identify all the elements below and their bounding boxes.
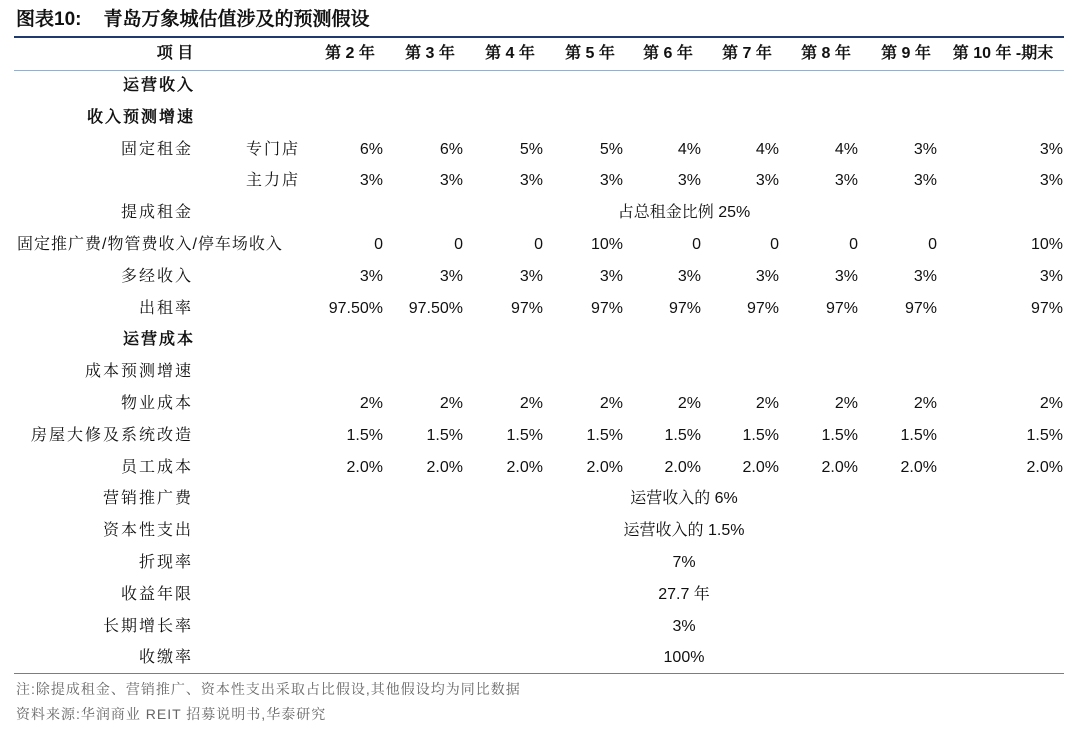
header-year-4: 第 4 年 xyxy=(485,45,535,62)
table-cell: 2.0% xyxy=(506,458,543,476)
table-cell: 3% xyxy=(1039,172,1063,190)
table-row-occupancy xyxy=(0,293,1080,325)
table-row-income-growth xyxy=(0,102,1080,134)
row-label: 固定推广费/物管费收入/停车场收入 xyxy=(17,236,283,253)
table-cell: 3% xyxy=(519,267,543,285)
table-cell: 97.50% xyxy=(408,299,463,317)
table-cell: 2% xyxy=(834,395,858,412)
table-cell: 2% xyxy=(439,395,463,412)
table-row-income-years xyxy=(0,579,1080,611)
table-cell: 97% xyxy=(668,299,701,317)
row-label: 物业成本 xyxy=(120,395,193,412)
table-cell: 3% xyxy=(677,267,701,285)
row-label: 提成租金 xyxy=(120,204,193,222)
table-row-capex xyxy=(0,515,1080,547)
row-label: 长期增长率 xyxy=(102,617,193,635)
merged-cell: 7% xyxy=(672,554,696,571)
table-cell: 2% xyxy=(599,395,623,412)
row-label: 折现率 xyxy=(138,554,193,571)
table-cell: 1.5% xyxy=(586,426,623,444)
merged-cell: 27.7 年 xyxy=(658,585,710,603)
bottom-rule xyxy=(14,673,1064,674)
table-cell: 1.5% xyxy=(664,426,701,444)
table-cell: 2% xyxy=(359,395,383,412)
table-cell: 3% xyxy=(439,172,463,190)
table-cell: 4% xyxy=(677,140,701,158)
header-year-5: 第 5 年 xyxy=(565,45,615,62)
table-cell: 97% xyxy=(510,299,543,317)
table-cell: 2.0% xyxy=(742,458,779,476)
footnote: 注:除提成租金、营销推广、资本性支出采取占比假设,其他假设均为同比数据 xyxy=(16,681,521,697)
merged-cell: 3% xyxy=(672,617,696,635)
row-label: 运营收入 xyxy=(122,77,195,94)
table-cell: 97% xyxy=(746,299,779,317)
table-cell: 4% xyxy=(834,140,858,158)
table-cell: 2% xyxy=(913,395,937,412)
table-cell: 0 xyxy=(849,236,858,253)
table-cell: 0 xyxy=(692,236,701,253)
row-label: 固定租金 xyxy=(120,140,193,158)
table-cell: 0 xyxy=(928,236,937,253)
header-year-10: 第 10 年 -期末 xyxy=(952,45,1054,62)
figure-label: 图表10: xyxy=(16,9,82,30)
table-cell: 3% xyxy=(755,172,779,190)
table-cell: 97% xyxy=(904,299,937,317)
table-cell: 2.0% xyxy=(426,458,463,476)
table-cell: 0 xyxy=(374,236,383,253)
header-year-3: 第 3 年 xyxy=(405,45,455,62)
table-cell: 3% xyxy=(1039,140,1063,158)
row-sublabel: 主力店 xyxy=(246,172,301,190)
table-cell: 3% xyxy=(599,267,623,285)
table-cell: 1.5% xyxy=(426,426,463,444)
table-cell: 2.0% xyxy=(346,458,383,476)
table-cell: 10% xyxy=(590,236,623,253)
row-label: 多经收入 xyxy=(120,267,193,285)
table-row-discount-rate xyxy=(0,547,1080,579)
table-row-op-income xyxy=(0,70,1080,102)
table-cell: 2.0% xyxy=(821,458,858,476)
header-year-9: 第 9 年 xyxy=(881,45,931,62)
table-row-fixed-promo xyxy=(0,229,1080,261)
table-cell: 97% xyxy=(825,299,858,317)
table-cell: 2.0% xyxy=(664,458,701,476)
table-cell: 97% xyxy=(590,299,623,317)
table-row-fixed-rent-specialty xyxy=(0,134,1080,166)
row-label: 房屋大修及系统改造 xyxy=(30,426,193,444)
table-cell: 2% xyxy=(519,395,543,412)
table-cell: 3% xyxy=(913,267,937,285)
row-label: 资本性支出 xyxy=(102,522,193,540)
table-cell: 6% xyxy=(359,140,383,158)
table-cell: 10% xyxy=(1030,236,1063,253)
table-cell: 3% xyxy=(913,140,937,158)
source-note: 资料来源:华润商业 REIT 招募说明书,华泰研究 xyxy=(16,706,327,722)
merged-cell: 运营收入的 1.5% xyxy=(623,522,745,540)
row-label: 收缴率 xyxy=(138,649,193,667)
table-row-fixed-rent-anchor xyxy=(0,165,1080,197)
table-cell: 4% xyxy=(755,140,779,158)
table-cell: 2.0% xyxy=(586,458,623,476)
header-year-8: 第 8 年 xyxy=(801,45,851,62)
table-cell: 2.0% xyxy=(900,458,937,476)
table-cell: 2% xyxy=(755,395,779,412)
table-header xyxy=(0,38,1080,70)
row-label: 营销推广费 xyxy=(102,490,193,508)
row-label: 收益年限 xyxy=(120,585,193,603)
row-sublabel: 专门店 xyxy=(246,140,301,158)
table-row-cost-growth xyxy=(0,356,1080,388)
figure-title-text: 青岛万象城估值涉及的预测假设 xyxy=(103,9,370,30)
table-cell: 1.5% xyxy=(346,426,383,444)
table-row-staff-cost xyxy=(0,452,1080,484)
row-label: 出租率 xyxy=(138,299,193,317)
table-row-diversified-income xyxy=(0,261,1080,293)
merged-cell: 100% xyxy=(663,649,705,667)
figure-title xyxy=(16,6,369,34)
table-cell: 0 xyxy=(534,236,543,253)
table-cell: 1.5% xyxy=(506,426,543,444)
table-row-marketing xyxy=(0,483,1080,515)
table-cell: 5% xyxy=(599,140,623,158)
table-cell: 3% xyxy=(359,267,383,285)
row-label: 成本预测增速 xyxy=(84,363,193,381)
table-cell: 2% xyxy=(1039,395,1063,412)
table-cell: 3% xyxy=(755,267,779,285)
table-row-op-cost xyxy=(0,324,1080,356)
table-cell: 3% xyxy=(1039,267,1063,285)
header-year-6: 第 6 年 xyxy=(643,45,693,62)
table-cell: 3% xyxy=(677,172,701,190)
table-cell: 2.0% xyxy=(1026,458,1063,476)
table-row-long-term-growth xyxy=(0,611,1080,643)
merged-cell: 占总租金比例 25% xyxy=(617,204,751,222)
table-cell: 6% xyxy=(439,140,463,158)
row-label: 员工成本 xyxy=(120,458,193,476)
table-cell: 3% xyxy=(913,172,937,190)
table-cell: 3% xyxy=(359,172,383,190)
table-cell: 5% xyxy=(519,140,543,158)
table-cell: 0 xyxy=(770,236,779,253)
table-cell: 1.5% xyxy=(900,426,937,444)
merged-cell: 运营收入的 6% xyxy=(630,490,738,508)
table-cell: 0 xyxy=(454,236,463,253)
table-cell: 2% xyxy=(677,395,701,412)
table-cell: 3% xyxy=(439,267,463,285)
table-cell: 97% xyxy=(1030,299,1063,317)
table-row-repair-cost xyxy=(0,420,1080,452)
table-cell: 3% xyxy=(834,172,858,190)
table-cell: 3% xyxy=(519,172,543,190)
table-row-collection-rate xyxy=(0,642,1080,674)
table-row-property-cost xyxy=(0,388,1080,420)
table-cell: 3% xyxy=(834,267,858,285)
header-year-2: 第 2 年 xyxy=(325,45,375,62)
table-cell: 1.5% xyxy=(821,426,858,444)
header-year-7: 第 7 年 xyxy=(722,45,772,62)
table-cell: 97.50% xyxy=(328,299,383,317)
row-label: 运营成本 xyxy=(122,331,195,349)
row-label: 收入预测增速 xyxy=(86,108,195,126)
table-cell: 1.5% xyxy=(742,426,779,444)
header-item: 项 目 xyxy=(156,45,194,62)
table-row-commission-rent xyxy=(0,197,1080,229)
table-cell: 1.5% xyxy=(1026,426,1063,444)
table-cell: 3% xyxy=(599,172,623,190)
